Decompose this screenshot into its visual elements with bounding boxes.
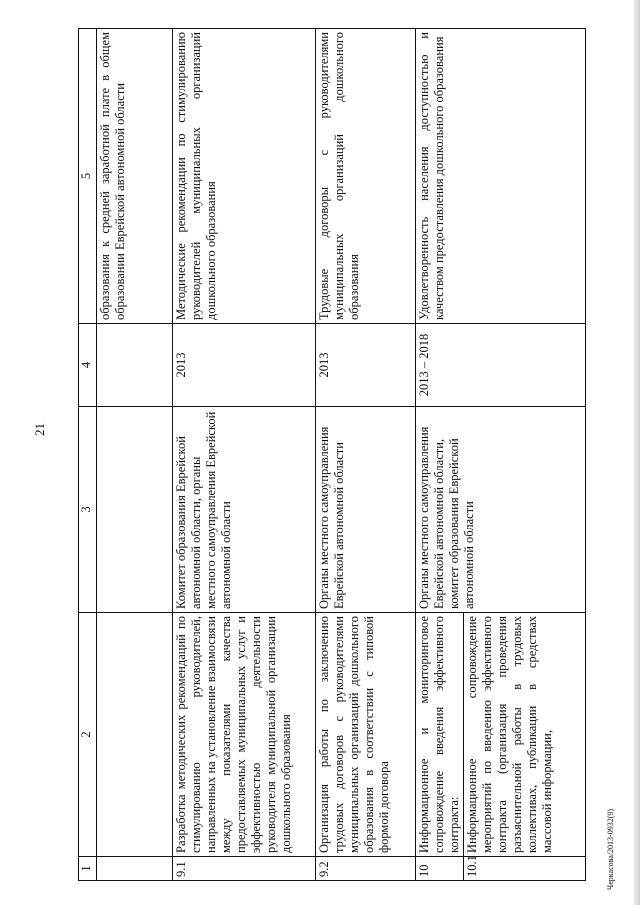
event-cell xyxy=(97,613,173,857)
table-row xyxy=(316,29,416,881)
header-col-2: 2 xyxy=(79,613,97,857)
header-col-4: 4 xyxy=(79,324,97,407)
row-number: 10 xyxy=(416,857,464,881)
result-cell: Методические рекомендации по стимулированию руководителей муниципальных организаций дошкольного образования xyxy=(173,29,316,324)
rotated-table-wrapper xyxy=(78,29,586,881)
row-number: 9.1 xyxy=(173,857,316,881)
event-cell: Информационное и мониторинговое сопровождение введения эффективного контракта: xyxy=(416,613,464,857)
page-number: 21 xyxy=(32,423,47,436)
term-cell xyxy=(97,324,173,407)
responsible-cell: Органы местного самоуправления Еврейской автономной области, комитет образования Еврейской автономной области xyxy=(416,407,586,613)
event-cell: Разработка методических рекомендаций по стимулированию руководителей, направленных на установление взаимосвязи между показателями качества предоставляемых муниципальных услуг и эффективностью деятельности руководителя муниципальной организации дошкольного образования xyxy=(173,613,316,857)
term-cell: 2013 xyxy=(316,324,416,407)
result-cell: Удовлетворенность населения доступностью и качеством предоставления дошкольного образования xyxy=(416,29,586,324)
table-row xyxy=(97,29,173,881)
table-row xyxy=(416,29,464,881)
footer-code: Черкасова/2013-0932(9) xyxy=(606,808,615,890)
header-row xyxy=(79,29,97,881)
term-cell: 2013 – 2018 xyxy=(416,324,586,407)
header-col-5: 5 xyxy=(79,29,97,324)
event-cell: Информационное сопровождение мероприятий по введению эффективного контракта (организация проведения разъяснительной работы в трудовых коллективах, публикации в средствах массовой информации, xyxy=(464,613,586,857)
table-row xyxy=(173,29,316,881)
header-col-1: 1 xyxy=(79,857,97,881)
responsible-cell: Комитет образования Еврейской автономной области, органы местного самоуправления Еврейской автономной области xyxy=(173,407,316,613)
events-table xyxy=(78,28,586,881)
row-number: 10.1 xyxy=(464,857,586,881)
header-col-3: 3 xyxy=(79,407,97,613)
row-number xyxy=(97,857,173,881)
page-edge xyxy=(634,0,640,905)
row-number: 9.2 xyxy=(316,857,416,881)
event-cell: Организация работы по заключению трудовых договоров с руководителями муниципальных организаций дошкольного образования в соответствии с типовой формой договора xyxy=(316,613,416,857)
responsible-cell xyxy=(97,407,173,613)
result-cell: Трудовые договоры с руководителями муниципальных организаций дошкольного образования xyxy=(316,29,416,324)
result-cell: образования к средней заработной плате в общем образовании Еврейской автономной области xyxy=(97,29,173,324)
term-cell: 2013 xyxy=(173,324,316,407)
responsible-cell: Органы местного самоуправления Еврейской автономной области xyxy=(316,407,416,613)
